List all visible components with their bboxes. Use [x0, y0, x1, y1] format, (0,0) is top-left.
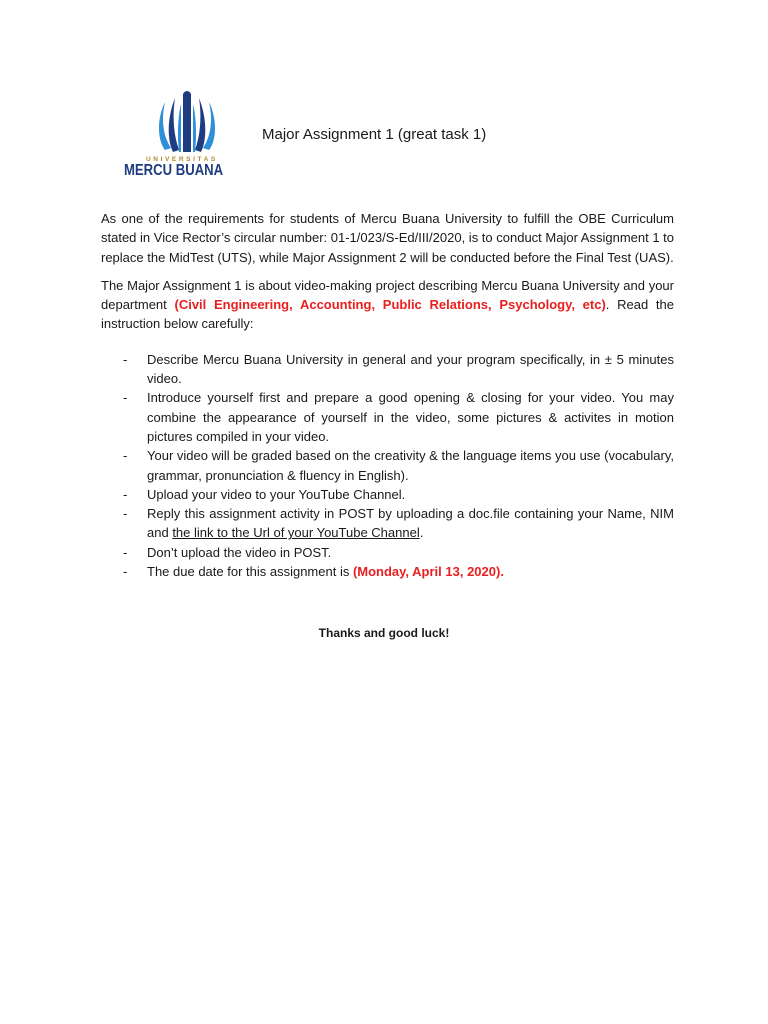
departments-highlight: (Civil Engineering, Accounting, Public Relations, Psychology, etc) — [174, 297, 606, 313]
list-item — [101, 446, 674, 485]
document-body — [101, 209, 674, 581]
description-text: The Major Assignment 1 is about video-making project describing Mercu Buana University and your department — [101, 277, 674, 313]
list-item — [101, 350, 674, 389]
list-item — [101, 562, 674, 581]
youtube-link-text: the link to the Url of your YouTube Channel — [172, 525, 420, 541]
instruction-text: Describe Mercu Buana University in general and your program specifically, in ± 5 minutes video. — [147, 351, 674, 387]
bullet-dash: - — [123, 506, 128, 522]
document-title: Major Assignment 1 (great task 1) — [262, 126, 487, 143]
logo-emblem-icon — [117, 88, 241, 158]
instruction-text: Your video will be graded based on the creativity & the language items you use (vocabulary, grammar, pronunciation & fluency in English). — [147, 448, 674, 483]
instruction-text: The due date for this assignment is — [147, 564, 353, 580]
instruction-text: Upload your video to your YouTube Channel. — [147, 486, 406, 502]
instruction-text-end: . — [419, 525, 424, 541]
bullet-dash: - — [123, 486, 128, 502]
instruction-text: Reply this assignment activity in POST by uploading a doc.file containing your Name, NIM and — [147, 506, 674, 541]
instruction-text: Introduce yourself first and prepare a good opening & closing for your video. You may combine the appearance of yourself in the video, some pictures & activites in motion pictures compiled in your video. — [147, 390, 674, 444]
logo-university-name: MERCU BUANA — [124, 162, 224, 179]
closing-text: Thanks and good luck! — [318, 626, 450, 640]
bullet-dash: - — [123, 564, 128, 580]
list-item — [101, 543, 674, 562]
description-paragraph — [101, 276, 674, 334]
list-item — [101, 388, 674, 446]
bullet-dash: - — [123, 448, 128, 464]
description-text-end: . Read the instruction below carefully: — [101, 297, 674, 332]
intro-paragraph: As one of the requirements for students of Mercu Buana University to fulfill the OBE Curriculum stated in Vice Rector’s circular number: 01-1/023/S-Ed/III/2020, is to conduct Major Assignment 1 to replace the MidTest (UTS), while Major Assignment 2 will be conducted before the Final Test (UAS). — [101, 211, 675, 265]
bullet-dash: - — [123, 390, 128, 406]
instruction-list — [101, 350, 674, 582]
due-date-highlight: (Monday, April 13, 2020). — [352, 564, 504, 580]
list-item — [101, 485, 674, 504]
logo-university-label: UNIVERSITAS — [146, 156, 218, 163]
bullet-dash: - — [123, 351, 128, 367]
instruction-text: Don’t upload the video in POST. — [147, 544, 332, 560]
list-item — [101, 504, 674, 543]
bullet-dash: - — [123, 544, 128, 560]
